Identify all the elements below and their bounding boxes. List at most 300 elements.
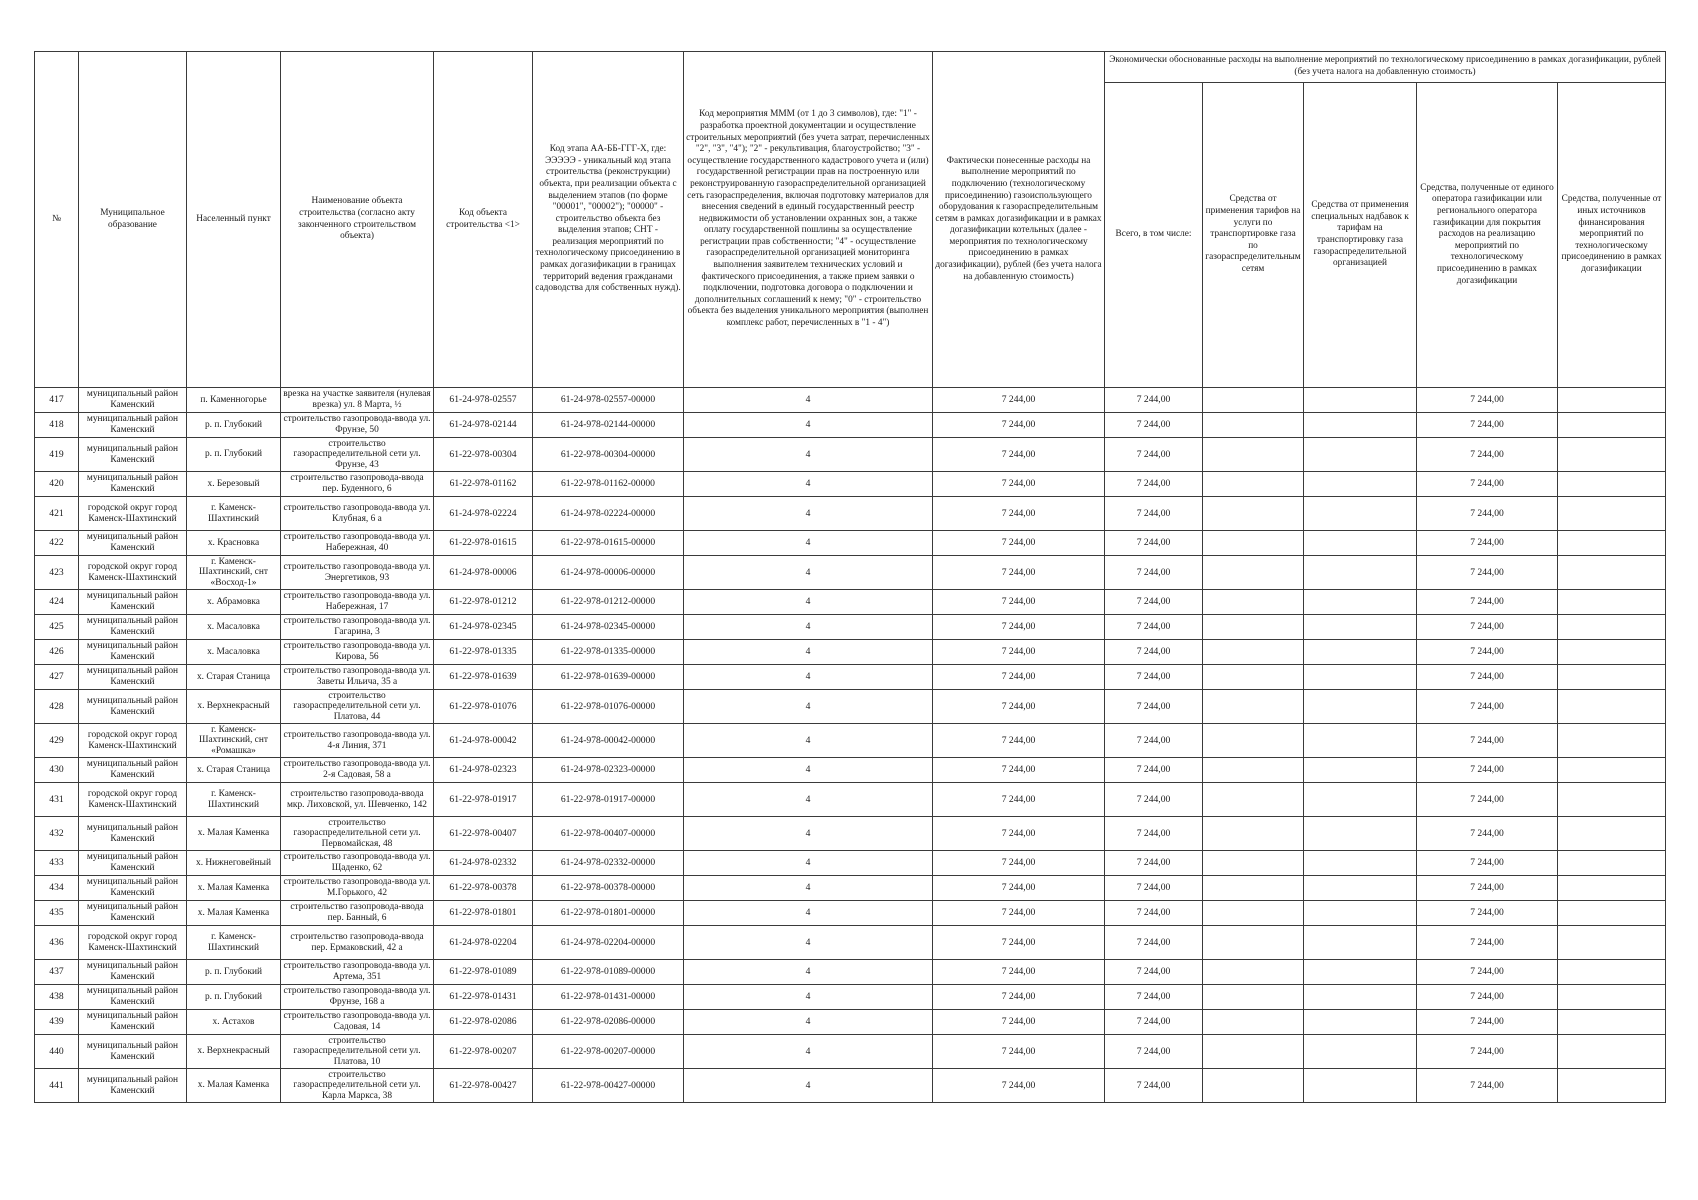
row-actual-costs: 7 244,00 bbox=[933, 724, 1105, 758]
row-stage-code: 61-24-978-02323-00000 bbox=[533, 758, 684, 783]
row-stage-code: 61-22-978-00427-00000 bbox=[533, 1069, 684, 1103]
row-municipality: муниципальный район Каменский bbox=[79, 901, 187, 926]
row-other bbox=[1558, 783, 1666, 817]
row-object-name: строительство газопровода-ввода ул. Садовая, 14 bbox=[281, 1010, 434, 1035]
row-object-name: строительство газопровода-ввода ул. Гагарина, 3 bbox=[281, 615, 434, 640]
row-object-code: 61-22-978-01431 bbox=[434, 985, 533, 1010]
row-municipality: муниципальный район Каменский bbox=[79, 817, 187, 851]
row-settlement: п. Каменногорье bbox=[187, 388, 281, 413]
row-tariff bbox=[1203, 1010, 1304, 1035]
row-tariff bbox=[1203, 876, 1304, 901]
row-settlement: х. Березовый bbox=[187, 472, 281, 497]
row-object-code: 61-24-978-00006 bbox=[434, 556, 533, 590]
row-surcharge bbox=[1304, 690, 1417, 724]
table-header bbox=[35, 52, 1666, 388]
row-actual-costs: 7 244,00 bbox=[933, 758, 1105, 783]
row-operator: 7 244,00 bbox=[1417, 438, 1558, 472]
row-actual-costs: 7 244,00 bbox=[933, 960, 1105, 985]
row-municipality: муниципальный район Каменский bbox=[79, 438, 187, 472]
header-object-code: Код объекта строительства <1> bbox=[434, 52, 533, 388]
row-settlement: г. Каменск-Шахтинский bbox=[187, 497, 281, 531]
row-object-code: 61-24-978-02323 bbox=[434, 758, 533, 783]
row-tariff bbox=[1203, 531, 1304, 556]
header-number: № bbox=[35, 52, 79, 388]
row-activity-code: 4 bbox=[684, 438, 933, 472]
table-row bbox=[35, 590, 1666, 615]
row-activity-code: 4 bbox=[684, 851, 933, 876]
table-row bbox=[35, 926, 1666, 960]
row-stage-code: 61-24-978-02332-00000 bbox=[533, 851, 684, 876]
row-operator: 7 244,00 bbox=[1417, 876, 1558, 901]
table-row bbox=[35, 497, 1666, 531]
row-other bbox=[1558, 590, 1666, 615]
row-operator: 7 244,00 bbox=[1417, 497, 1558, 531]
row-total: 7 244,00 bbox=[1105, 817, 1203, 851]
header-tariff: Средства от применения тарифов на услуги по транспортировке газа по газораспределительным сетям bbox=[1203, 83, 1304, 388]
row-settlement: р. п. Глубокий bbox=[187, 413, 281, 438]
row-operator: 7 244,00 bbox=[1417, 758, 1558, 783]
table-row bbox=[35, 438, 1666, 472]
row-object-name: строительство газопровода-ввода ул. Фрунзе, 50 bbox=[281, 413, 434, 438]
row-number: 424 bbox=[35, 590, 79, 615]
row-object-name: строительство газораспределительной сети ул. Платова, 10 bbox=[281, 1035, 434, 1069]
row-tariff bbox=[1203, 926, 1304, 960]
row-activity-code: 4 bbox=[684, 901, 933, 926]
row-other bbox=[1558, 724, 1666, 758]
row-actual-costs: 7 244,00 bbox=[933, 1069, 1105, 1103]
row-tariff bbox=[1203, 556, 1304, 590]
row-number: 433 bbox=[35, 851, 79, 876]
row-object-name: строительство газопровода-ввода ул. Заветы Ильича, 35 а bbox=[281, 665, 434, 690]
row-other bbox=[1558, 615, 1666, 640]
row-number: 440 bbox=[35, 1035, 79, 1069]
row-actual-costs: 7 244,00 bbox=[933, 615, 1105, 640]
row-stage-code: 61-22-978-01801-00000 bbox=[533, 901, 684, 926]
row-number: 421 bbox=[35, 497, 79, 531]
table-row bbox=[35, 472, 1666, 497]
row-other bbox=[1558, 690, 1666, 724]
row-settlement: х. Красновка bbox=[187, 531, 281, 556]
header-settlement: Населенный пункт bbox=[187, 52, 281, 388]
table-row bbox=[35, 413, 1666, 438]
row-object-name: строительство газопровода-ввода ул. Клубная, 6 а bbox=[281, 497, 434, 531]
table-row bbox=[35, 640, 1666, 665]
header-municipality: Муниципальное образование bbox=[79, 52, 187, 388]
row-settlement: х. Нижнеговейный bbox=[187, 851, 281, 876]
row-surcharge bbox=[1304, 1069, 1417, 1103]
row-surcharge bbox=[1304, 590, 1417, 615]
row-total: 7 244,00 bbox=[1105, 1010, 1203, 1035]
row-object-code: 61-24-978-02144 bbox=[434, 413, 533, 438]
row-municipality: городской округ город Каменск-Шахтинский bbox=[79, 724, 187, 758]
row-total: 7 244,00 bbox=[1105, 758, 1203, 783]
row-operator: 7 244,00 bbox=[1417, 690, 1558, 724]
row-tariff bbox=[1203, 640, 1304, 665]
row-actual-costs: 7 244,00 bbox=[933, 985, 1105, 1010]
table-row bbox=[35, 960, 1666, 985]
table-row bbox=[35, 724, 1666, 758]
table-row bbox=[35, 1010, 1666, 1035]
row-municipality: муниципальный район Каменский bbox=[79, 413, 187, 438]
row-number: 438 bbox=[35, 985, 79, 1010]
row-surcharge bbox=[1304, 985, 1417, 1010]
row-number: 434 bbox=[35, 876, 79, 901]
row-activity-code: 4 bbox=[684, 985, 933, 1010]
row-object-name: строительство газопровода-ввода мкр. Лиховской, ул. Шевченко, 142 bbox=[281, 783, 434, 817]
row-activity-code: 4 bbox=[684, 556, 933, 590]
row-operator: 7 244,00 bbox=[1417, 1035, 1558, 1069]
table-row bbox=[35, 783, 1666, 817]
row-object-name: строительство газопровода-ввода ул. Энергетиков, 93 bbox=[281, 556, 434, 590]
row-total: 7 244,00 bbox=[1105, 590, 1203, 615]
row-stage-code: 61-24-978-02144-00000 bbox=[533, 413, 684, 438]
row-stage-code: 61-22-978-00207-00000 bbox=[533, 1035, 684, 1069]
row-stage-code: 61-22-978-02086-00000 bbox=[533, 1010, 684, 1035]
row-tariff bbox=[1203, 438, 1304, 472]
row-stage-code: 61-24-978-02557-00000 bbox=[533, 388, 684, 413]
row-actual-costs: 7 244,00 bbox=[933, 1035, 1105, 1069]
row-surcharge bbox=[1304, 438, 1417, 472]
row-operator: 7 244,00 bbox=[1417, 640, 1558, 665]
row-object-code: 61-22-978-01212 bbox=[434, 590, 533, 615]
row-object-name: врезка на участке заявителя (нулевая врезка) ул. 8 Марта, ½ bbox=[281, 388, 434, 413]
table-row bbox=[35, 1035, 1666, 1069]
row-actual-costs: 7 244,00 bbox=[933, 690, 1105, 724]
row-settlement: х. Малая Каменка bbox=[187, 1069, 281, 1103]
row-surcharge bbox=[1304, 531, 1417, 556]
table-row bbox=[35, 690, 1666, 724]
row-total: 7 244,00 bbox=[1105, 901, 1203, 926]
table-body bbox=[35, 388, 1666, 1103]
row-municipality: муниципальный район Каменский bbox=[79, 1010, 187, 1035]
header-total: Всего, в том числе: bbox=[1105, 83, 1203, 388]
row-actual-costs: 7 244,00 bbox=[933, 438, 1105, 472]
row-total: 7 244,00 bbox=[1105, 724, 1203, 758]
row-activity-code: 4 bbox=[684, 590, 933, 615]
row-surcharge bbox=[1304, 1010, 1417, 1035]
row-other bbox=[1558, 665, 1666, 690]
row-number: 428 bbox=[35, 690, 79, 724]
row-activity-code: 4 bbox=[684, 388, 933, 413]
row-object-name: строительство газопровода-ввода ул. М.Горького, 42 bbox=[281, 876, 434, 901]
row-settlement: г. Каменск-Шахтинский bbox=[187, 783, 281, 817]
row-other bbox=[1558, 1010, 1666, 1035]
row-surcharge bbox=[1304, 783, 1417, 817]
row-settlement: х. Верхнекрасный bbox=[187, 1035, 281, 1069]
row-object-name: строительство газопровода-ввода ул. Набережная, 17 bbox=[281, 590, 434, 615]
row-activity-code: 4 bbox=[684, 665, 933, 690]
row-object-code: 61-22-978-01801 bbox=[434, 901, 533, 926]
row-actual-costs: 7 244,00 bbox=[933, 388, 1105, 413]
row-activity-code: 4 bbox=[684, 1035, 933, 1069]
row-settlement: г. Каменск-Шахтинский, снт «Ромашка» bbox=[187, 724, 281, 758]
row-object-name: строительство газопровода-ввода пер. Буденного, 6 bbox=[281, 472, 434, 497]
row-tariff bbox=[1203, 960, 1304, 985]
row-settlement: р. п. Глубокий bbox=[187, 985, 281, 1010]
row-other bbox=[1558, 497, 1666, 531]
row-operator: 7 244,00 bbox=[1417, 817, 1558, 851]
row-surcharge bbox=[1304, 926, 1417, 960]
row-total: 7 244,00 bbox=[1105, 690, 1203, 724]
row-actual-costs: 7 244,00 bbox=[933, 665, 1105, 690]
row-stage-code: 61-22-978-01431-00000 bbox=[533, 985, 684, 1010]
row-municipality: муниципальный район Каменский bbox=[79, 472, 187, 497]
row-total: 7 244,00 bbox=[1105, 1035, 1203, 1069]
row-actual-costs: 7 244,00 bbox=[933, 817, 1105, 851]
row-object-code: 61-22-978-00378 bbox=[434, 876, 533, 901]
row-surcharge bbox=[1304, 556, 1417, 590]
row-other bbox=[1558, 817, 1666, 851]
row-municipality: муниципальный район Каменский bbox=[79, 531, 187, 556]
row-operator: 7 244,00 bbox=[1417, 615, 1558, 640]
row-municipality: муниципальный район Каменский bbox=[79, 590, 187, 615]
row-activity-code: 4 bbox=[684, 817, 933, 851]
row-operator: 7 244,00 bbox=[1417, 926, 1558, 960]
row-object-name: строительство газопровода-ввода пер. Ермаковский, 42 а bbox=[281, 926, 434, 960]
row-stage-code: 61-24-978-02345-00000 bbox=[533, 615, 684, 640]
row-surcharge bbox=[1304, 901, 1417, 926]
row-tariff bbox=[1203, 1069, 1304, 1103]
row-actual-costs: 7 244,00 bbox=[933, 497, 1105, 531]
row-number: 422 bbox=[35, 531, 79, 556]
row-operator: 7 244,00 bbox=[1417, 665, 1558, 690]
row-settlement: х. Малая Каменка bbox=[187, 817, 281, 851]
table-row bbox=[35, 531, 1666, 556]
table-row bbox=[35, 388, 1666, 413]
row-object-code: 61-22-978-01639 bbox=[434, 665, 533, 690]
row-number: 431 bbox=[35, 783, 79, 817]
row-object-name: строительство газопровода-ввода ул. Фрунзе, 168 а bbox=[281, 985, 434, 1010]
row-total: 7 244,00 bbox=[1105, 851, 1203, 876]
row-surcharge bbox=[1304, 960, 1417, 985]
row-actual-costs: 7 244,00 bbox=[933, 590, 1105, 615]
row-total: 7 244,00 bbox=[1105, 783, 1203, 817]
row-operator: 7 244,00 bbox=[1417, 388, 1558, 413]
row-object-code: 61-24-978-00042 bbox=[434, 724, 533, 758]
row-object-code: 61-22-978-00427 bbox=[434, 1069, 533, 1103]
row-other bbox=[1558, 1035, 1666, 1069]
row-object-code: 61-22-978-01615 bbox=[434, 531, 533, 556]
row-object-name: строительство газораспределительной сети ул. Карла Маркса, 38 bbox=[281, 1069, 434, 1103]
row-activity-code: 4 bbox=[684, 758, 933, 783]
row-operator: 7 244,00 bbox=[1417, 590, 1558, 615]
row-municipality: муниципальный район Каменский bbox=[79, 851, 187, 876]
row-activity-code: 4 bbox=[684, 640, 933, 665]
row-object-code: 61-24-978-02345 bbox=[434, 615, 533, 640]
row-number: 426 bbox=[35, 640, 79, 665]
row-tariff bbox=[1203, 901, 1304, 926]
row-total: 7 244,00 bbox=[1105, 438, 1203, 472]
row-settlement: х. Масаловка bbox=[187, 615, 281, 640]
table-row bbox=[35, 556, 1666, 590]
row-object-name: строительство газопровода-ввода ул. Кирова, 56 bbox=[281, 640, 434, 665]
row-operator: 7 244,00 bbox=[1417, 1069, 1558, 1103]
row-total: 7 244,00 bbox=[1105, 1069, 1203, 1103]
row-tariff bbox=[1203, 985, 1304, 1010]
row-total: 7 244,00 bbox=[1105, 665, 1203, 690]
row-other bbox=[1558, 438, 1666, 472]
row-other bbox=[1558, 413, 1666, 438]
row-operator: 7 244,00 bbox=[1417, 960, 1558, 985]
row-municipality: городской округ город Каменск-Шахтинский bbox=[79, 926, 187, 960]
row-municipality: муниципальный район Каменский bbox=[79, 388, 187, 413]
row-object-code: 61-22-978-01089 bbox=[434, 960, 533, 985]
header-activity-code: Код мероприятия МММ (от 1 до 3 символов), где: "1" - разработка проектной документации и осуществление строительных мероприятий (без учета затрат, перечисленных "2", "3", "4"); "2" - рекультивация, благоустройство; "3" - осуществление государственного кадастрового учета и (или) государственной регистрации прав на построенную или реконструированную газораспределительной организацией сеть газораспределения, включая подготовку материалов для внесения сведений в единый государственный реестр недвижимости об установлении охранных зон, а также оплату государственной пошлины за осуществление регистрации прав собственности; "4" - осуществление газораспределительной организацией мониторинга выполнения заявителем технических условий и фактического присоединения, а также прием заявки о подключении, подготовка договора о подключении и дополнительных соглашений к нему; "0" - строительство объекта без выделения уникального мероприятия (выполнен комплекс работ, перечисленных в "1 - 4") bbox=[684, 52, 933, 388]
row-activity-code: 4 bbox=[684, 1069, 933, 1103]
row-object-code: 61-22-978-00207 bbox=[434, 1035, 533, 1069]
row-municipality: муниципальный район Каменский bbox=[79, 985, 187, 1010]
row-number: 423 bbox=[35, 556, 79, 590]
header-econ-group: Экономически обоснованные расходы на выполнение мероприятий по технологическому присоединению в рамках догазификации, рублей (без учета налога на добавленную стоимость) bbox=[1105, 52, 1666, 83]
row-tariff bbox=[1203, 724, 1304, 758]
row-actual-costs: 7 244,00 bbox=[933, 640, 1105, 665]
row-activity-code: 4 bbox=[684, 960, 933, 985]
row-other bbox=[1558, 758, 1666, 783]
row-other bbox=[1558, 876, 1666, 901]
header-object-name: Наименование объекта строительства (согласно акту законченного строительством объекта) bbox=[281, 52, 434, 388]
row-other bbox=[1558, 531, 1666, 556]
row-surcharge bbox=[1304, 817, 1417, 851]
row-settlement: х. Старая Станица bbox=[187, 665, 281, 690]
row-activity-code: 4 bbox=[684, 472, 933, 497]
row-stage-code: 61-22-978-01335-00000 bbox=[533, 640, 684, 665]
row-tariff bbox=[1203, 388, 1304, 413]
row-settlement: р. п. Глубокий bbox=[187, 960, 281, 985]
row-activity-code: 4 bbox=[684, 690, 933, 724]
row-actual-costs: 7 244,00 bbox=[933, 531, 1105, 556]
row-object-name: строительство газопровода-ввода ул. Артема, 351 bbox=[281, 960, 434, 985]
row-surcharge bbox=[1304, 472, 1417, 497]
row-settlement: р. п. Глубокий bbox=[187, 438, 281, 472]
row-number: 418 bbox=[35, 413, 79, 438]
row-other bbox=[1558, 556, 1666, 590]
expenses-table bbox=[34, 51, 1666, 1103]
row-stage-code: 61-22-978-01639-00000 bbox=[533, 665, 684, 690]
table-row bbox=[35, 758, 1666, 783]
row-surcharge bbox=[1304, 876, 1417, 901]
row-number: 429 bbox=[35, 724, 79, 758]
row-total: 7 244,00 bbox=[1105, 497, 1203, 531]
row-operator: 7 244,00 bbox=[1417, 985, 1558, 1010]
row-operator: 7 244,00 bbox=[1417, 1010, 1558, 1035]
row-object-name: строительство газопровода-ввода ул. Набережная, 40 bbox=[281, 531, 434, 556]
row-stage-code: 61-22-978-01615-00000 bbox=[533, 531, 684, 556]
row-activity-code: 4 bbox=[684, 413, 933, 438]
row-municipality: муниципальный район Каменский bbox=[79, 615, 187, 640]
row-object-name: строительство газопровода-ввода пер. Банный, 6 bbox=[281, 901, 434, 926]
row-object-code: 61-24-978-02224 bbox=[434, 497, 533, 531]
row-settlement: х. Малая Каменка bbox=[187, 901, 281, 926]
row-operator: 7 244,00 bbox=[1417, 901, 1558, 926]
row-operator: 7 244,00 bbox=[1417, 413, 1558, 438]
row-stage-code: 61-24-978-00006-00000 bbox=[533, 556, 684, 590]
row-municipality: городской округ город Каменск-Шахтинский bbox=[79, 783, 187, 817]
row-stage-code: 61-24-978-02204-00000 bbox=[533, 926, 684, 960]
row-actual-costs: 7 244,00 bbox=[933, 472, 1105, 497]
row-total: 7 244,00 bbox=[1105, 640, 1203, 665]
row-activity-code: 4 bbox=[684, 1010, 933, 1035]
row-municipality: муниципальный район Каменский bbox=[79, 690, 187, 724]
row-tariff bbox=[1203, 472, 1304, 497]
row-number: 427 bbox=[35, 665, 79, 690]
row-stage-code: 61-24-978-02224-00000 bbox=[533, 497, 684, 531]
table-row bbox=[35, 1069, 1666, 1103]
row-municipality: муниципальный район Каменский bbox=[79, 876, 187, 901]
row-settlement: х. Старая Станица bbox=[187, 758, 281, 783]
row-number: 441 bbox=[35, 1069, 79, 1103]
row-settlement: х. Абрамовка bbox=[187, 590, 281, 615]
row-stage-code: 61-22-978-01089-00000 bbox=[533, 960, 684, 985]
table-row bbox=[35, 876, 1666, 901]
row-tariff bbox=[1203, 817, 1304, 851]
table-row bbox=[35, 817, 1666, 851]
row-object-name: строительство газопровода-ввода ул. 2-я Садовая, 58 а bbox=[281, 758, 434, 783]
row-stage-code: 61-22-978-01917-00000 bbox=[533, 783, 684, 817]
row-surcharge bbox=[1304, 665, 1417, 690]
row-object-code: 61-22-978-00407 bbox=[434, 817, 533, 851]
row-municipality: городской округ город Каменск-Шахтинский bbox=[79, 556, 187, 590]
row-operator: 7 244,00 bbox=[1417, 783, 1558, 817]
row-other bbox=[1558, 388, 1666, 413]
row-activity-code: 4 bbox=[684, 724, 933, 758]
row-total: 7 244,00 bbox=[1105, 926, 1203, 960]
row-object-code: 61-24-978-02204 bbox=[434, 926, 533, 960]
row-activity-code: 4 bbox=[684, 615, 933, 640]
row-operator: 7 244,00 bbox=[1417, 472, 1558, 497]
row-total: 7 244,00 bbox=[1105, 985, 1203, 1010]
row-tariff bbox=[1203, 590, 1304, 615]
row-surcharge bbox=[1304, 724, 1417, 758]
row-actual-costs: 7 244,00 bbox=[933, 901, 1105, 926]
row-operator: 7 244,00 bbox=[1417, 531, 1558, 556]
row-number: 435 bbox=[35, 901, 79, 926]
row-settlement: х. Масаловка bbox=[187, 640, 281, 665]
row-number: 430 bbox=[35, 758, 79, 783]
row-stage-code: 61-22-978-01162-00000 bbox=[533, 472, 684, 497]
row-object-name: строительство газопровода-ввода ул. Щаденко, 62 bbox=[281, 851, 434, 876]
row-activity-code: 4 bbox=[684, 783, 933, 817]
header-surcharge: Средства от применения специальных надбавок к тарифам на транспортировку газа газораспределительной организацией bbox=[1304, 83, 1417, 388]
row-settlement: г. Каменск-Шахтинский, снт «Восход-1» bbox=[187, 556, 281, 590]
row-object-name: строительство газораспределительной сети ул. Платова, 44 bbox=[281, 690, 434, 724]
row-municipality: муниципальный район Каменский bbox=[79, 640, 187, 665]
row-object-code: 61-22-978-02086 bbox=[434, 1010, 533, 1035]
row-stage-code: 61-22-978-01076-00000 bbox=[533, 690, 684, 724]
row-other bbox=[1558, 901, 1666, 926]
row-settlement: х. Верхнекрасный bbox=[187, 690, 281, 724]
row-surcharge bbox=[1304, 640, 1417, 665]
table-row bbox=[35, 615, 1666, 640]
row-municipality: муниципальный район Каменский bbox=[79, 960, 187, 985]
row-tariff bbox=[1203, 497, 1304, 531]
row-other bbox=[1558, 926, 1666, 960]
row-tariff bbox=[1203, 615, 1304, 640]
row-operator: 7 244,00 bbox=[1417, 851, 1558, 876]
row-activity-code: 4 bbox=[684, 531, 933, 556]
table-row bbox=[35, 985, 1666, 1010]
row-municipality: муниципальный район Каменский bbox=[79, 1035, 187, 1069]
row-object-name: строительство газораспределительной сети ул. Первомайская, 48 bbox=[281, 817, 434, 851]
row-tariff bbox=[1203, 758, 1304, 783]
row-settlement: г. Каменск-Шахтинский bbox=[187, 926, 281, 960]
row-stage-code: 61-22-978-00378-00000 bbox=[533, 876, 684, 901]
header-stage-code: Код этапа АА-ББ-ГГГ-Х, где: ЭЭЭЭЭ - уникальный код этапа строительства (реконструкции) объекта, при реализации объекта с выделением этапов (по форме "00001", "00002"); "00000" - строительство объекта без выделения этапов; СНТ - реализация мероприятий по технологическому присоединению в рамках догазификации в границах территорий ведения гражданами садоводства для собственных нужд). bbox=[533, 52, 684, 388]
row-actual-costs: 7 244,00 bbox=[933, 556, 1105, 590]
row-municipality: муниципальный район Каменский bbox=[79, 758, 187, 783]
row-actual-costs: 7 244,00 bbox=[933, 413, 1105, 438]
row-activity-code: 4 bbox=[684, 876, 933, 901]
header-actual-costs: Фактически понесенные расходы на выполнение мероприятий по подключению (технологическому присоединению) газоиспользующего оборудования к газораспределительным сетям в рамках догазификации и в рамках догазификации котельных (далее - мероприятия по технологическому присоединению в рамках догазификации), рублей (без учета налога на добавленную стоимость) bbox=[933, 52, 1105, 388]
